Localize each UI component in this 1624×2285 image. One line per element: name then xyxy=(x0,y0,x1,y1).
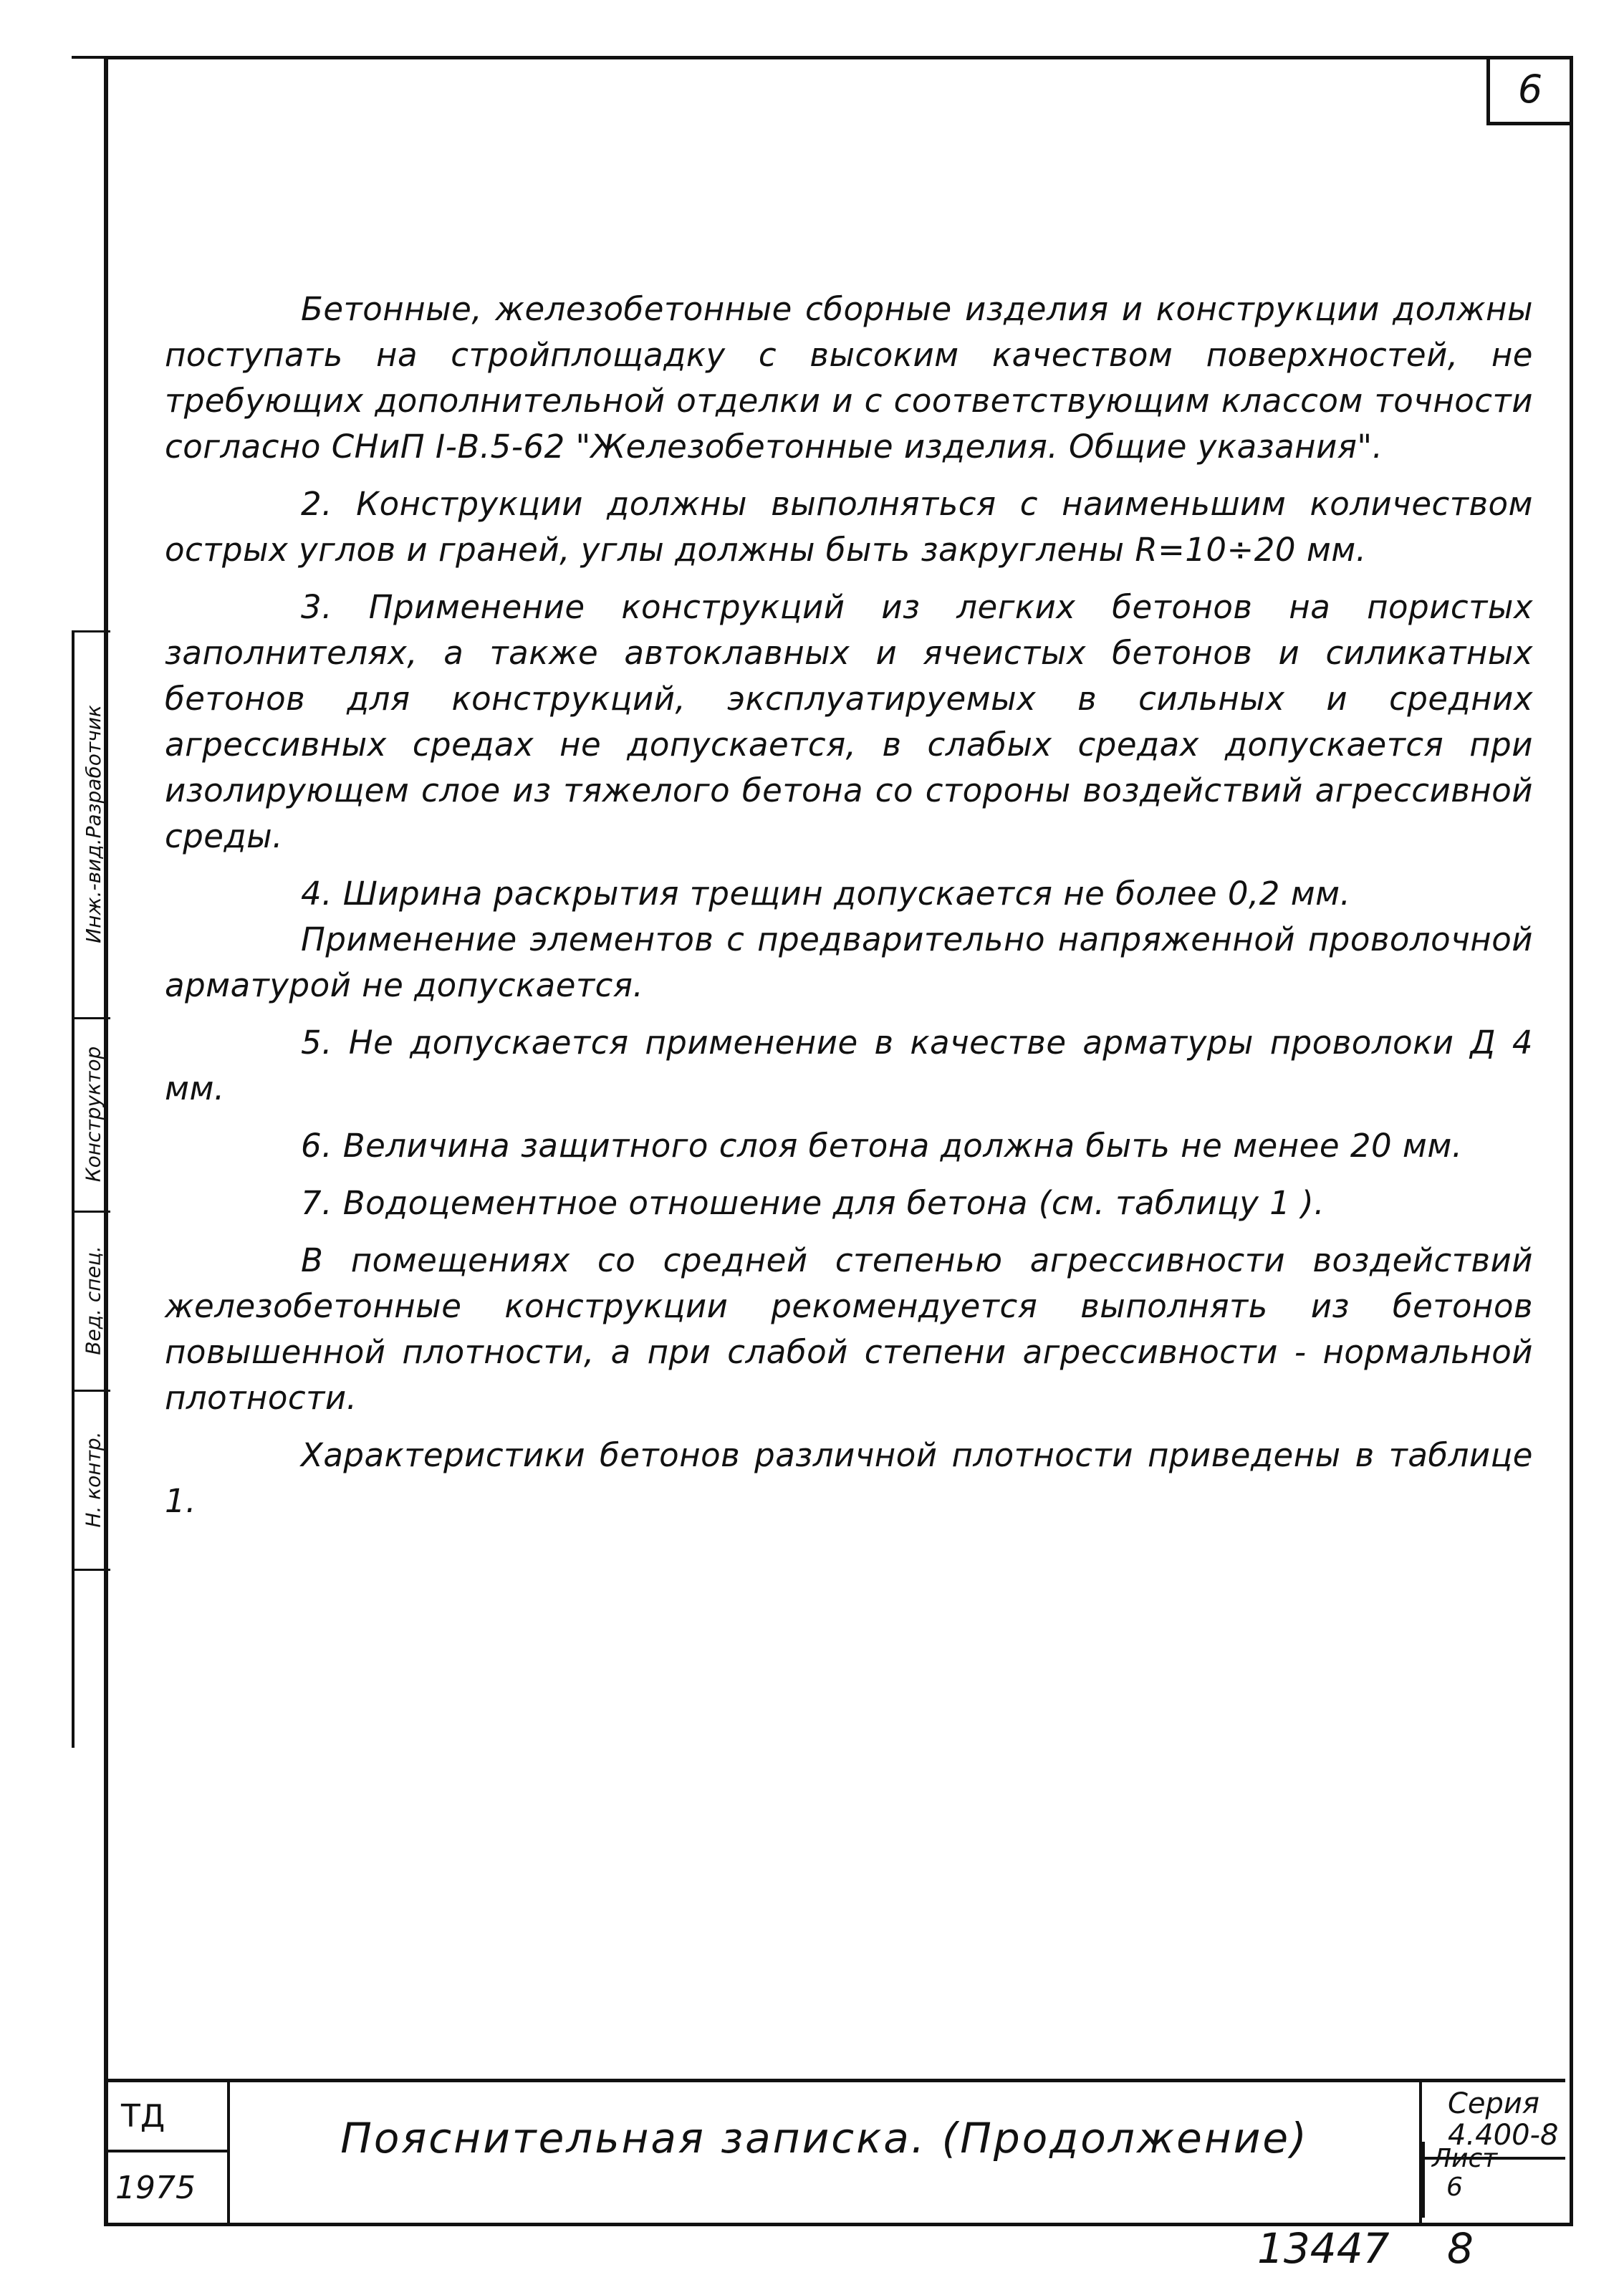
paragraph: Применение элементов с предварительно напряженной проволочной арматурой не допускается. xyxy=(165,920,1533,1004)
side-stamp-label: Конструктор xyxy=(81,1046,105,1182)
side-stamp-label: Вед. спец. xyxy=(81,1245,105,1355)
sheet-label: Лист xyxy=(1432,2144,1498,2173)
paragraph: 4. Ширина раскрытия трещин допускается не более 0,2 мм. xyxy=(301,875,1351,913)
paragraph: 5. Не допускается применение в качестве арматуры проволоки Д 4 мм. xyxy=(165,1024,1533,1107)
paragraph: 7. Водоцементное отношение для бетона (см. таблицу 1 ). xyxy=(301,1184,1325,1222)
inventory-number: 13447 xyxy=(1257,2224,1390,2273)
explanatory-note-text xyxy=(165,287,1533,1536)
sheet-value: 6 xyxy=(1446,2173,1463,2202)
side-stamp-cell xyxy=(77,1397,109,1562)
year: 1975 xyxy=(108,2152,230,2223)
side-stamp-label: Н. контр. xyxy=(81,1430,105,1528)
paragraph: Характеристики бетонов различной плотности приведены в таблице 1. xyxy=(165,1436,1533,1520)
side-stamp-cell xyxy=(77,1024,109,1203)
org-code: ТД xyxy=(108,2082,230,2152)
series-value: 4.400-8 xyxy=(1448,2119,1559,2152)
side-stamp-line xyxy=(75,1211,110,1213)
side-stamp-line xyxy=(75,1017,110,1019)
document-title: Пояснительная записка. (Продолжение) xyxy=(340,2114,1309,2163)
paragraph: 6. Величина защитного слоя бетона должна быть не менее 20 мм. xyxy=(301,1127,1463,1165)
page-number: 8 xyxy=(1447,2224,1474,2273)
side-stamp-label: Инж.-вид.Разработчик xyxy=(81,704,105,943)
sheet-cell xyxy=(1422,2142,1565,2218)
series-label: Серия xyxy=(1448,2087,1539,2120)
sheet-number: 6 xyxy=(1486,56,1570,125)
side-stamp-cell xyxy=(77,1218,109,1382)
side-stamp-line xyxy=(75,1390,110,1392)
side-stamp xyxy=(72,630,110,1748)
paragraph: 2. Конструкции должны выполняться с наименьшим количеством острых углов и граней, углы должны быть закруглены R=10÷20 мм. xyxy=(165,485,1533,569)
side-stamp-cell xyxy=(77,638,109,1010)
paragraph: 3. Применение конструкций из легких бетонов на пористых заполнителях, а также автоклавных и ячеистых бетонов и силикатных бетонов для конструкций, эксплуатируемых в сильных и средних агрессивных средах не допускается, в слабых средах допускается при изолирующем слое из тяжелого бетона со стороны воздействий агрессивной среды. xyxy=(165,588,1533,855)
side-stamp-line xyxy=(75,1569,110,1571)
title-block xyxy=(108,2079,1565,2223)
side-stamp-line xyxy=(75,630,110,632)
paragraph: Бетонные, железобетонные сборные изделия и конструкции должны поступать на стройплощадку с высоким качеством поверхностей, не требующих дополнительной отделки и с соответствующим классом точности согласно СНиП I-В.5-62 "Железобетонные изделия. Общие указания". xyxy=(165,290,1533,466)
paragraph: В помещениях со средней степенью агрессивности воздействий железобетонные конструкции рекомендуется выполнять из бетонов повышенной плотности, а при слабой степени агрессивности - нормальной плотности. xyxy=(165,1241,1533,1417)
